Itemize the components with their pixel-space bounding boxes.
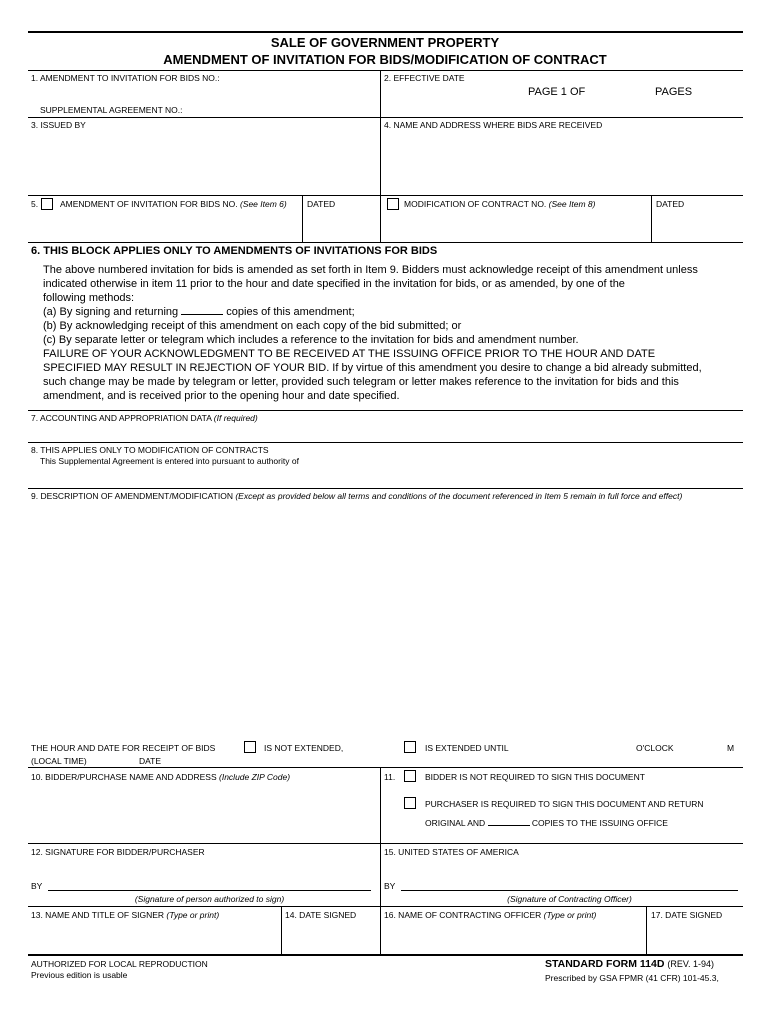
field-4-label: 4. NAME AND ADDRESS WHERE BIDS ARE RECEIVED (384, 120, 603, 130)
form-number: STANDARD FORM 114D (REV. 1-94) (545, 958, 715, 970)
rule (28, 767, 743, 768)
col-divider (380, 767, 381, 954)
form-title-line1: SALE OF GOVERNMENT PROPERTY (270, 35, 500, 50)
block-17-label: 17. DATE SIGNED (651, 910, 723, 920)
block-7-label: 7. ACCOUNTING AND APPROPRIATION DATA (If required) (31, 413, 258, 423)
by-label-2: BY (384, 881, 396, 891)
oclock-label: O'CLOCK (636, 743, 674, 753)
officer-signature-note: (Signature of Contracting Officer) (507, 894, 632, 904)
top-rule (28, 31, 743, 33)
block-15-label: 15. UNITED STATES OF AMERICA (384, 847, 519, 857)
receipt-label: THE HOUR AND DATE FOR RECEIPT OF BIDS (31, 743, 216, 753)
bidder-signature-note: (Signature of person authorized to sign) (134, 894, 285, 904)
field-3-label: 3. ISSUED BY (31, 120, 86, 130)
supplemental-agreement-label: SUPPLEMENTAL AGREEMENT NO.: (40, 105, 183, 115)
rule (28, 117, 743, 118)
block-13-label: 13. NAME AND TITLE OF SIGNER (Type or print) (31, 910, 220, 920)
modification-checkbox[interactable] (387, 198, 399, 210)
field-2-label: 2. EFFECTIVE DATE (384, 73, 465, 83)
field-5-number: 5. (31, 199, 39, 209)
field-1-label: 1. AMENDMENT TO INVITATION FOR BIDS NO.: (31, 73, 220, 83)
col-divider (302, 195, 303, 242)
block-11-number: 11. (384, 772, 396, 782)
page-of-label: PAGE 1 OF (528, 86, 586, 98)
block-8-label: 8. THIS APPLIES ONLY TO MODIFICATION OF CONTRACTS (31, 445, 269, 455)
extended-label: IS EXTENDED UNTIL (425, 743, 509, 753)
purchaser-required-label: PURCHASER IS REQUIRED TO SIGN THIS DOCUMENT AND RETURN (425, 799, 704, 809)
block-8-subtext: This Supplemental Agreement is entered into pursuant to authority of (40, 456, 299, 466)
block-12-label: 12. SIGNATURE FOR BIDDER/PURCHASER (31, 847, 205, 857)
pages-label: PAGES (655, 86, 693, 98)
col-divider (646, 906, 647, 954)
meridiem-label: M (727, 743, 735, 753)
previous-edition-note: Previous edition is usable (31, 970, 128, 980)
date-label: DATE (139, 756, 162, 766)
form-title-line2: AMENDMENT OF INVITATION FOR BIDS/MODIFICATION OF CONTRACT (163, 52, 607, 67)
field-5-label: AMENDMENT OF INVITATION FOR BIDS NO. (See Item 6) (60, 199, 287, 209)
bidder-not-required-label: BIDDER IS NOT REQUIRED TO SIGN THIS DOCUMENT (425, 772, 645, 782)
copies-count-blank[interactable] (488, 825, 530, 826)
rule (28, 70, 743, 71)
by-label: BY (31, 881, 43, 891)
rule (28, 488, 743, 489)
block-9-label: 9. DESCRIPTION OF AMENDMENT/MODIFICATION (Except as provided below all terms and conditions of the document referenced in Item 5 remain in full force and effect) (31, 491, 683, 501)
block-6-heading: 6. THIS BLOCK APPLIES ONLY TO AMENDMENTS OF INVITATIONS FOR BIDS (31, 245, 438, 257)
col-divider (651, 195, 652, 242)
bidder-not-required-checkbox[interactable] (404, 770, 416, 782)
modification-label: MODIFICATION OF CONTRACT NO. (See Item 8) (404, 199, 596, 209)
dated-label: DATED (307, 199, 336, 209)
rule (28, 410, 743, 411)
rule (28, 195, 743, 196)
bidder-signature-line[interactable] (48, 890, 371, 891)
authorized-reproduction: AUTHORIZED FOR LOCAL REPRODUCTION (31, 959, 208, 969)
block-6-body: The above numbered invitation for bids is amended as set forth in Item 9. Bidders must acknowledge receipt of this amendment unless indicated otherwise in item 11 prior to the hour and date specified in the invitation for bids, or as amended, by one of the following methods: (a) By signing and returning copies of this amendment; (b) By acknowledging receipt of this amendment on each copy of the bid submitted; or (c) By separate letter or telegram which includes a reference to the invitation for bids and amendment number. FAILURE OF YOUR ACKNOWLEDGMENT TO BE RECEIVED AT THE ISSUING OFFICE PRIOR TO THE HOUR AND DATE SPECIFIED MAY RESULT IN REJECTION OF YOUR BID. If by virtue of this amendment you desire to change a bid already submitted, such change may be made by telegram or letter, provided such telegram or letter makes reference to the invitation for bids and this amendment, and is received prior to the opening hour and date specified. (43, 264, 702, 402)
col-divider (380, 70, 381, 242)
block-16-label: 16. NAME OF CONTRACTING OFFICER (Type or print) (384, 910, 597, 920)
dated-label-2: DATED (656, 199, 685, 209)
block-10-label: 10. BIDDER/PURCHASE NAME AND ADDRESS (Include ZIP Code) (31, 772, 291, 782)
extended-checkbox[interactable] (404, 741, 416, 753)
amendment-checkbox[interactable] (41, 198, 53, 210)
rule (28, 843, 743, 844)
not-extended-checkbox[interactable] (244, 741, 256, 753)
purchaser-required-checkbox[interactable] (404, 797, 416, 809)
original-and-label: ORIGINAL AND COPIES TO THE ISSUING OFFICE (425, 818, 668, 828)
local-time-label: (LOCAL TIME) (31, 756, 87, 766)
rule (28, 906, 743, 907)
block-14-label: 14. DATE SIGNED (285, 910, 357, 920)
not-extended-label: IS NOT EXTENDED, (264, 743, 344, 753)
officer-signature-line[interactable] (401, 890, 738, 891)
copies-blank[interactable] (181, 314, 223, 315)
col-divider (281, 906, 282, 954)
rule (28, 442, 743, 443)
bottom-rule (28, 954, 743, 956)
prescribed-by: Prescribed by GSA FPMR (41 CFR) 101-45.3, (545, 973, 719, 983)
rule (28, 242, 743, 243)
